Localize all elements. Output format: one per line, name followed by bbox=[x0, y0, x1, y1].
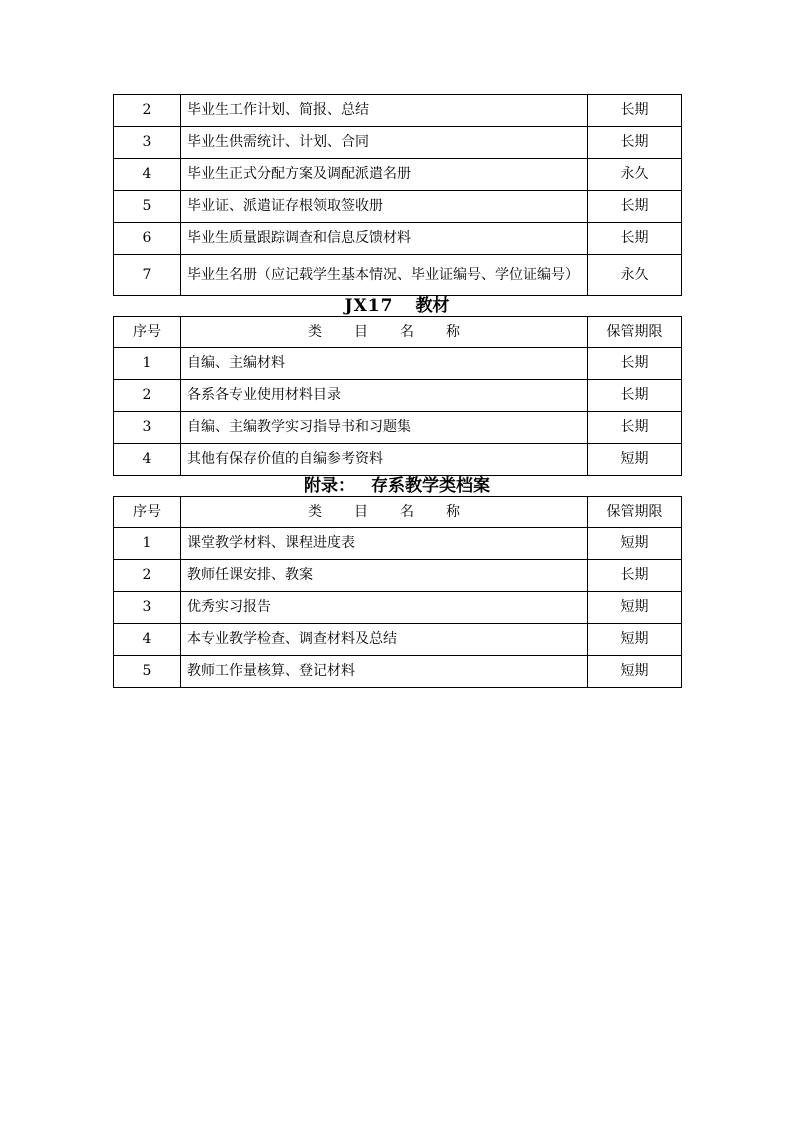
table-header-row bbox=[114, 317, 682, 348]
graduate-records-table bbox=[113, 94, 682, 296]
appendix-label: 附录： bbox=[304, 476, 355, 496]
category-name: 毕业生工作计划、简报、总结 bbox=[181, 95, 588, 127]
table-row bbox=[114, 95, 682, 127]
retention-period: 永久 bbox=[588, 255, 682, 296]
category-name: 教师工作量核算、登记材料 bbox=[181, 656, 588, 688]
header-retention-period: 保管期限 bbox=[588, 497, 682, 528]
category-name: 自编、主编教学实习指导书和习题集 bbox=[181, 412, 588, 444]
retention-period: 长期 bbox=[588, 412, 682, 444]
retention-period: 长期 bbox=[588, 348, 682, 380]
retention-period: 长期 bbox=[588, 127, 682, 159]
section-name: 教材 bbox=[415, 296, 450, 316]
section-title-jx17 bbox=[113, 296, 681, 316]
category-name: 课堂教学材料、课程进度表 bbox=[181, 528, 588, 560]
section-title-appendix bbox=[113, 476, 681, 496]
category-name: 毕业生质量跟踪调查和信息反馈材料 bbox=[181, 223, 588, 255]
row-number: 6 bbox=[114, 223, 181, 255]
table-row bbox=[114, 191, 682, 223]
retention-period: 长期 bbox=[588, 191, 682, 223]
header-category-name: 类目名称 bbox=[181, 317, 588, 348]
table-row bbox=[114, 528, 682, 560]
category-name: 教师任课安排、教案 bbox=[181, 560, 588, 592]
retention-period: 短期 bbox=[588, 656, 682, 688]
category-name: 毕业生名册（应记载学生基本情况、毕业证编号、学位证编号） bbox=[181, 255, 588, 296]
retention-period: 短期 bbox=[588, 528, 682, 560]
category-name: 优秀实习报告 bbox=[181, 592, 588, 624]
row-number: 1 bbox=[114, 528, 181, 560]
row-number: 2 bbox=[114, 560, 181, 592]
table-header-row bbox=[114, 497, 682, 528]
table-row bbox=[114, 127, 682, 159]
category-name: 毕业生正式分配方案及调配派遣名册 bbox=[181, 159, 588, 191]
row-number: 3 bbox=[114, 592, 181, 624]
row-number: 4 bbox=[114, 444, 181, 476]
header-category-name: 类目名称 bbox=[181, 497, 588, 528]
table-row bbox=[114, 255, 682, 296]
department-teaching-archives-table bbox=[113, 496, 682, 688]
header-retention-period: 保管期限 bbox=[588, 317, 682, 348]
row-number: 5 bbox=[114, 656, 181, 688]
category-name: 其他有保存价值的自编参考资料 bbox=[181, 444, 588, 476]
row-number: 3 bbox=[114, 127, 181, 159]
retention-period: 长期 bbox=[588, 95, 682, 127]
row-number: 7 bbox=[114, 255, 181, 296]
row-number: 2 bbox=[114, 380, 181, 412]
table-row bbox=[114, 159, 682, 191]
category-name: 自编、主编材料 bbox=[181, 348, 588, 380]
retention-period: 永久 bbox=[588, 159, 682, 191]
row-number: 3 bbox=[114, 412, 181, 444]
category-name: 各系各专业使用材料目录 bbox=[181, 380, 588, 412]
retention-period: 长期 bbox=[588, 223, 682, 255]
header-number: 序号 bbox=[114, 317, 181, 348]
category-name: 本专业教学检查、调查材料及总结 bbox=[181, 624, 588, 656]
table-row bbox=[114, 412, 682, 444]
row-number: 4 bbox=[114, 624, 181, 656]
section-name: 存系教学类档案 bbox=[371, 476, 490, 496]
retention-period: 短期 bbox=[588, 444, 682, 476]
row-number: 2 bbox=[114, 95, 181, 127]
table-row bbox=[114, 444, 682, 476]
document-page bbox=[113, 94, 681, 688]
table-row bbox=[114, 560, 682, 592]
row-number: 5 bbox=[114, 191, 181, 223]
table-row bbox=[114, 223, 682, 255]
table-row bbox=[114, 380, 682, 412]
section-code: JX17 bbox=[344, 296, 394, 316]
table-row bbox=[114, 348, 682, 380]
header-number: 序号 bbox=[114, 497, 181, 528]
table-row bbox=[114, 592, 682, 624]
category-name: 毕业证、派遣证存根领取签收册 bbox=[181, 191, 588, 223]
category-name: 毕业生供需统计、计划、合同 bbox=[181, 127, 588, 159]
retention-period: 长期 bbox=[588, 560, 682, 592]
retention-period: 长期 bbox=[588, 380, 682, 412]
table-row bbox=[114, 624, 682, 656]
row-number: 4 bbox=[114, 159, 181, 191]
retention-period: 短期 bbox=[588, 592, 682, 624]
retention-period: 短期 bbox=[588, 624, 682, 656]
row-number: 1 bbox=[114, 348, 181, 380]
table-row bbox=[114, 656, 682, 688]
textbooks-table bbox=[113, 316, 682, 476]
